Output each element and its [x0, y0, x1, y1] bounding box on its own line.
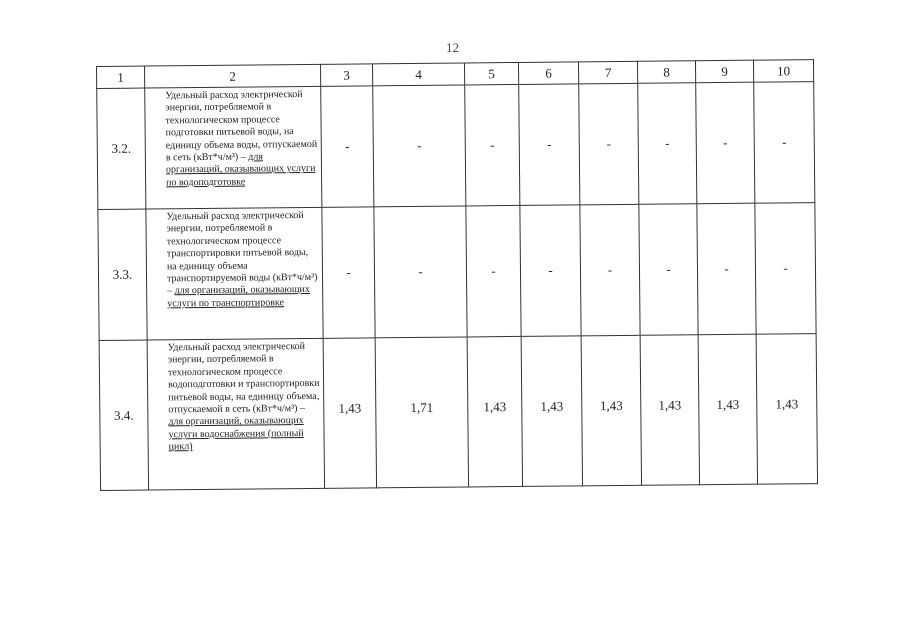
value-cell: - — [755, 203, 816, 335]
header-cell: 2 — [145, 64, 321, 88]
value-cell: - — [465, 84, 520, 206]
header-cell: 8 — [637, 61, 695, 84]
table-row — [99, 334, 817, 491]
value-cell: - — [321, 86, 374, 207]
value-cell: - — [638, 83, 697, 205]
value-cell: 1,43 — [521, 336, 582, 487]
description-underlined-text: для организаций, оказывающих услуги водоснабжения (полный цикл) — [168, 415, 304, 453]
table-row — [97, 82, 815, 210]
row-description — [146, 207, 323, 340]
indicator-table-wrapper — [96, 59, 818, 491]
value-cell: - — [697, 203, 756, 335]
value-cell: 1,43 — [698, 334, 757, 485]
row-description — [145, 86, 322, 209]
description-text: Удельный расход электрической энергии, потребляемой в технологическом процессе водоподготовки и транспортировки питьевой воды, на единицу объема, отпускаемой в сеть (кВт*ч/м³) – — [167, 341, 320, 416]
value-cell: 1,43 — [467, 336, 522, 487]
value-cell: - — [580, 204, 640, 336]
value-cell: 1,71 — [375, 337, 468, 488]
table-row — [98, 203, 816, 341]
description-underlined-text: для организаций, оказывающих услуги по водоподготовке — [165, 151, 316, 189]
header-cell: 5 — [464, 62, 518, 85]
header-cell: 6 — [518, 62, 578, 85]
value-cell: - — [639, 204, 698, 336]
indicator-table — [96, 59, 818, 491]
row-number: 3.3. — [98, 209, 147, 340]
row-number: 3.4. — [99, 340, 148, 490]
value-cell: 1,43 — [756, 334, 817, 485]
value-cell: 1,43 — [581, 335, 641, 486]
value-cell: - — [519, 84, 580, 206]
value-cell: - — [696, 82, 755, 204]
header-cell: 1 — [97, 66, 145, 88]
value-cell: - — [374, 206, 467, 338]
row-number: 3.2. — [97, 88, 146, 209]
description-underlined-text: для организаций, оказывающих услуги по транспортировке — [167, 284, 310, 310]
header-cell: 7 — [578, 61, 637, 84]
value-cell: - — [520, 205, 581, 337]
value-cell: - — [754, 82, 815, 204]
value-cell: - — [373, 85, 466, 207]
value-cell: 1,43 — [640, 335, 699, 486]
value-cell: - — [579, 83, 639, 205]
value-cell: - — [466, 205, 521, 337]
header-cell: 10 — [753, 60, 813, 83]
header-cell: 9 — [695, 60, 753, 83]
description-text: Удельный расход электрической энергии, потребляемой в технологическом процессе транспортировки питьевой воды, на единицу объема транспортируемой воды (кВт*ч/м³) – — [166, 210, 318, 297]
value-cell: 1,43 — [323, 338, 376, 488]
header-cell: 4 — [372, 63, 464, 86]
description-text: Удельный расход электрической энергии, потребляемой в технологическом процессе подготовки питьевой воды, на единицу объема воды, отпускаемой в сеть (кВт*ч/м³) – — [165, 89, 318, 164]
value-cell: - — [322, 207, 375, 338]
page-number: 12 — [446, 40, 459, 55]
row-description — [147, 338, 324, 490]
header-cell: 3 — [320, 64, 372, 86]
